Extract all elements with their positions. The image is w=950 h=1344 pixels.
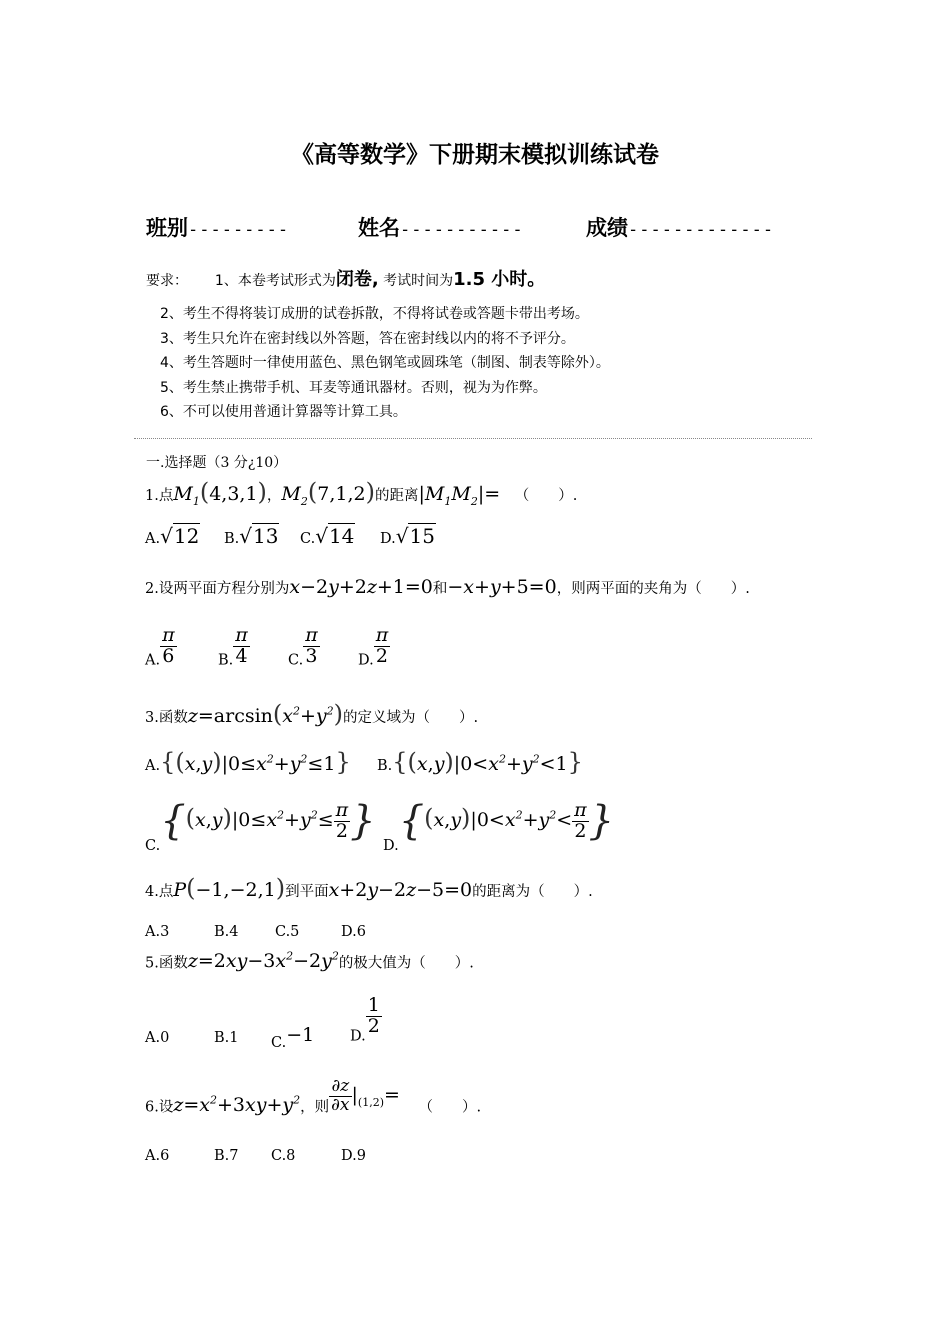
page-title: 《高等数学》下册期末模拟训练试卷 [291, 142, 659, 168]
q6-function-expr: $z=x^2+3xy+y^2$ [173, 1094, 301, 1117]
sqrt-icon: √15 [395, 524, 435, 548]
requirement-item: 4、考生答题时一律使用蓝色、黑色钢笔或圆珠笔（制图、制表等除外）。 [160, 355, 610, 371]
question-1 [145, 478, 577, 508]
requirements-header [146, 265, 545, 291]
q1-option-d: D.√15 [380, 524, 435, 548]
question-2 [145, 576, 750, 598]
q3-option-c: $C.\{(x,y)|0\le x^2+y^2\le$ $\frac{\pi}{2}$ } [145, 798, 376, 854]
sqrt-icon: √13 [239, 524, 279, 548]
q6-option-d: D.9 [341, 1148, 366, 1164]
requirement-item: 2、考生不得将装订成册的试卷拆散，不得将试卷或答题卡带出考场。 [160, 306, 589, 322]
q3-option-a: $A.\{(x,y)|0\le x^2+y^2\le 1\}$ [145, 748, 351, 776]
class-label: 班别 [146, 216, 188, 240]
q1-option-b: B.√13 [224, 524, 279, 548]
q2-fraction: $\frac{\pi}{6}$ [162, 624, 175, 667]
q4-suffix: 的距离为（ ）. [472, 884, 593, 900]
q2-mid: 和 [432, 581, 448, 597]
requirement-1-closed: 闭卷, [335, 269, 379, 290]
q4-point-p: P(−1,−2,1) [173, 874, 286, 902]
q2-option-d: D. $\frac{\pi}{2}$ [358, 624, 389, 669]
requirements-label: 要求： [146, 273, 188, 289]
q3-suffix: 的定义域为（ ）. [343, 710, 479, 726]
q6-prefix: 6.设 [145, 1099, 174, 1116]
question-3 [145, 700, 478, 728]
q6-partial-expr: $\frac{\partial z}{\partial x}$ $|_{(1,2)}=$ [331, 1076, 400, 1115]
q5-function-expr: $z=2xy-3x^2-2y^2$ [187, 950, 339, 973]
q1-answer-blank: （ ）. [514, 488, 578, 504]
q2-option-c: C. $\frac{\pi}{3}$ [288, 624, 318, 669]
requirement-1-pre: 1、本卷考试形式为 [214, 273, 336, 289]
q5-option-d: D. $\frac{1}{2}$ [350, 994, 380, 1045]
name-field [358, 212, 524, 242]
score-field [586, 212, 774, 242]
sqrt-icon: √12 [160, 524, 200, 548]
q4-plane-expr: x+2y−2z−5=0 [328, 879, 473, 901]
q5-option-c: C.−1 [271, 1024, 315, 1051]
requirement-item: 3、考生只允许在密封线以外答题，答在密封线以内的将不予评分。 [160, 330, 575, 347]
q1-distance-expr: $|M_1M_2|=$ [418, 483, 501, 508]
q2-plane-2: −x+y+5=0 [447, 576, 557, 598]
q1-point-m2: $M_2(7,1,2)$ [281, 478, 375, 508]
q6-option-c: C.8 [271, 1148, 296, 1164]
score-blank: ------------- [628, 220, 775, 240]
q2-suffix: ，则两平面的夹角为（ ）. [556, 581, 750, 597]
q6-answer-blank: （ ）. [418, 1099, 482, 1116]
q6-option-a: A.6 [145, 1148, 170, 1164]
class-field [146, 212, 289, 242]
q5-prefix: 5.函数 [145, 955, 188, 972]
class-blank: --------- [188, 220, 290, 240]
q3-function-expr: $z=\arcsin(x^2+y^2)$ [187, 700, 344, 728]
requirement-1-mid: 考试时间为 [383, 273, 454, 289]
q3-prefix: 3.函数 [145, 710, 188, 726]
requirements-list [160, 302, 610, 425]
q2-prefix: 2.设两平面方程分别为 [145, 581, 290, 597]
score-label: 成绩 [586, 216, 628, 240]
q6-mid: ，则 [300, 1099, 330, 1116]
question-4 [145, 874, 593, 902]
requirement-1-duration: 1.5 小时。 [453, 269, 546, 290]
q2-option-a: A. $\frac{\pi}{6}$ [145, 624, 175, 669]
q1-option-c: C.√14 [300, 524, 355, 548]
q1-suffix: 的距离 [375, 488, 419, 504]
name-blank: ----------- [400, 220, 524, 240]
q5-fraction: $\frac{1}{2}$ [367, 994, 380, 1037]
q1-prefix: 1.点 [145, 488, 174, 504]
q4-option-b: B.4 [214, 924, 239, 940]
q3-option-d: $D.\{(x,y)|0<x^2+y^2<$ $\frac{\pi}{2}$ } [383, 798, 615, 854]
q3-option-b: $B.\{(x,y)|0<x^2+y^2<1\}$ [377, 748, 583, 776]
name-label: 姓名 [358, 216, 400, 240]
q4-prefix: 4.点 [145, 884, 174, 900]
q4-option-c: C.5 [275, 924, 300, 940]
requirement-item: 5、考生禁止携带手机、耳麦等通讯器材。否则，视为为作弊。 [160, 379, 547, 396]
q1-sep: ， [266, 488, 282, 504]
q2-option-b: B. $\frac{\pi}{4}$ [218, 624, 248, 669]
question-5 [145, 950, 474, 972]
q4-option-d: D.6 [341, 924, 366, 940]
q5-option-b: B.1 [214, 1030, 239, 1046]
q5-suffix: 的极大值为（ ）. [338, 955, 474, 972]
q2-fraction: $\frac{\pi}{4}$ [235, 624, 248, 667]
section-divider [134, 438, 812, 439]
q2-plane-1: x−2y+2z+1=0 [289, 576, 433, 598]
q4-mid: 到平面 [285, 884, 329, 900]
q6-option-b: B.7 [214, 1148, 239, 1164]
question-6 [145, 1078, 481, 1116]
sqrt-icon: √14 [315, 524, 355, 548]
requirement-item: 6、不可以使用普通计算器等计算工具。 [160, 404, 407, 420]
q2-fraction: $\frac{\pi}{2}$ [375, 624, 389, 667]
q2-fraction: $\frac{\pi}{3}$ [305, 624, 318, 667]
section-heading: 一.选择题（3 分¿10） [146, 455, 288, 471]
q5-option-a: A.0 [145, 1030, 170, 1046]
q1-option-a: A.√12 [145, 524, 200, 548]
q1-point-m1: $M_1(4,3,1)$ [173, 478, 267, 508]
q4-option-a: A.3 [145, 924, 170, 940]
